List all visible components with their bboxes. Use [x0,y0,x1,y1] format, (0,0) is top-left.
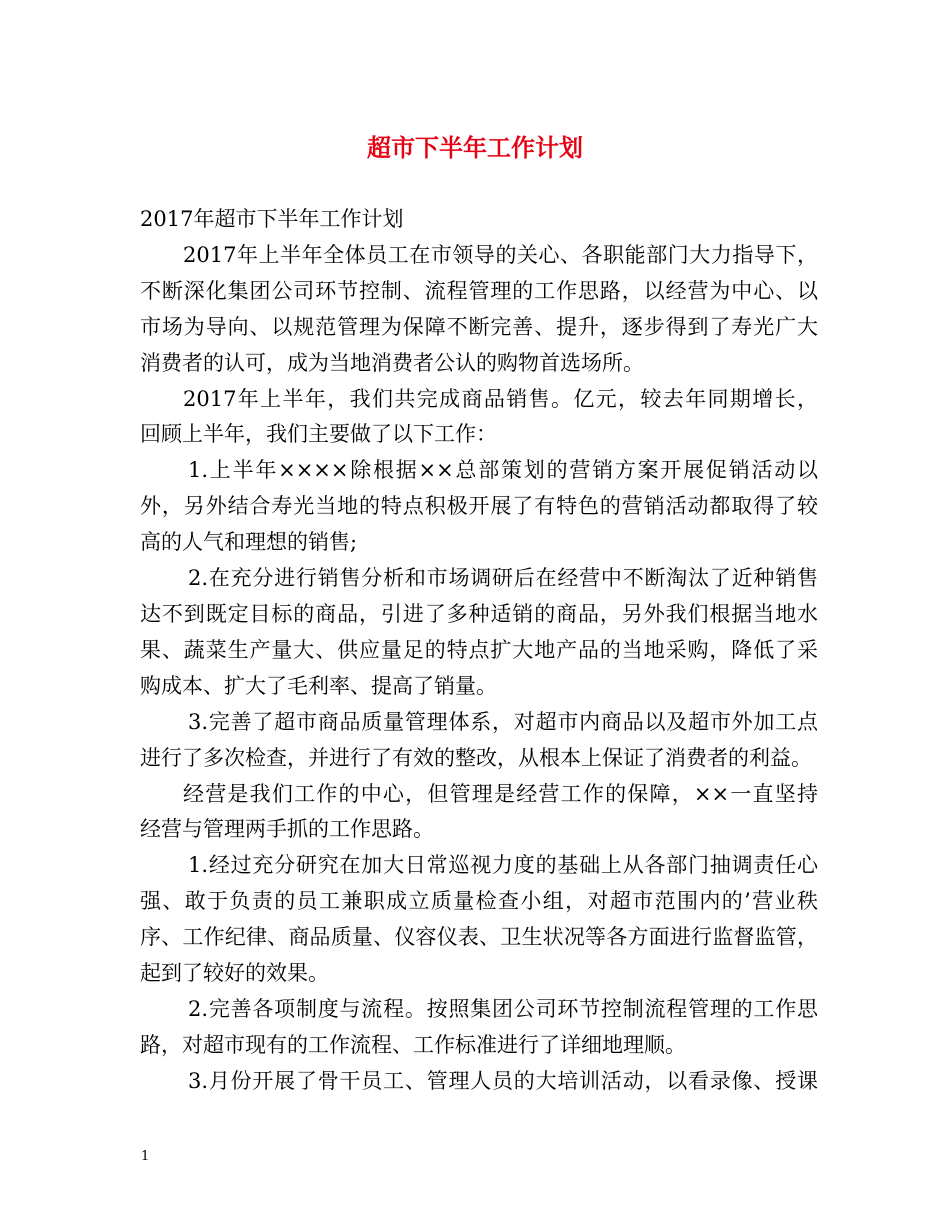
text-line: 2017年上半年全体员工在市领导的关心、各职能部门大力指导下， [183,242,818,267]
text-line: 经营与管理两手抓的工作思路。 [140,817,434,842]
text-line: 达不到既定目标的商品，引进了多种适销的商品，另外我们根据当地水 [140,601,818,626]
text-line: 1.经过充分研究在加大日常巡视力度的基础上从各部门抽调责任心 [188,853,818,878]
text-line: 序、工作纪律、商品质量、仪容仪表、卫生状况等各方面进行监督监管， [140,925,818,950]
text-line: 2.在充分进行销售分析和市场调研后在经营中不断淘汰了近种销售 [188,566,818,591]
subtitle-line: 2017年超市下半年工作计划 [140,207,404,231]
text-line: 消费者的认可，成为当地消费者公认的购物首选场所。 [140,350,644,375]
text-line: 起到了较好的效果。 [140,961,329,986]
text-line: 高的人气和理想的销售; [140,530,358,555]
list-item [140,1064,818,1100]
paragraph [140,238,818,382]
list-item [140,561,818,705]
text-line: 2.完善各项制度与流程。按照集团公司环节控制流程管理的工作思 [188,996,818,1021]
text-line: 市场为导向、以规范管理为保障不断完善、提升，逐步得到了寿光广大 [140,314,818,339]
list-item [140,992,818,1064]
document-body [140,202,818,1100]
list-item [140,453,818,561]
list-item [140,848,818,992]
paragraph [140,777,818,849]
text-line: 强、敢于负责的员工兼职成立质量检查小组，对超市范围内的’营业秩 [140,889,818,914]
list-item [140,705,818,777]
paragraph [140,382,818,454]
text-line: 路，对超市现有的工作流程、工作标准进行了详细地理顺。 [140,1032,686,1057]
text-line: 外，另外结合寿光当地的特点积极开展了有特色的营销活动都取得了较 [140,494,818,519]
text-line: 回顾上半年，我们主要做了以下工作： [140,422,497,447]
document-title: 超市下半年工作计划 [367,133,583,162]
text-line: 1.上半年××××除根据××总部策划的营销方案开展促销活动以 [188,458,818,483]
text-line: 果、蔬菜生产量大、供应量足的特点扩大地产品的当地采购，降低了采 [140,637,818,662]
text-line: 2017年上半年，我们共完成商品销售。亿元，较去年同期增长， [183,386,818,411]
text-line: 3.月份开展了骨干员工、管理人员的大培训活动，以看录像、授课 [188,1068,818,1093]
page-number: 1 [141,1149,150,1164]
text-line: 进行了多次检查，并进行了有效的整改，从根本上保证了消费者的利益。 [140,745,812,770]
text-line: 购成本、扩大了毛利率、提高了销量。 [140,673,497,698]
paragraph [140,202,818,238]
text-line: 经营是我们工作的中心，但管理是经营工作的保障，××一直坚持 [183,781,818,806]
text-line: 3.完善了超市商品质量管理体系，对超市内商品以及超市外加工点 [188,709,818,734]
text-line: 不断深化集团公司环节控制、流程管理的工作思路，以经营为中心、以 [140,278,818,303]
